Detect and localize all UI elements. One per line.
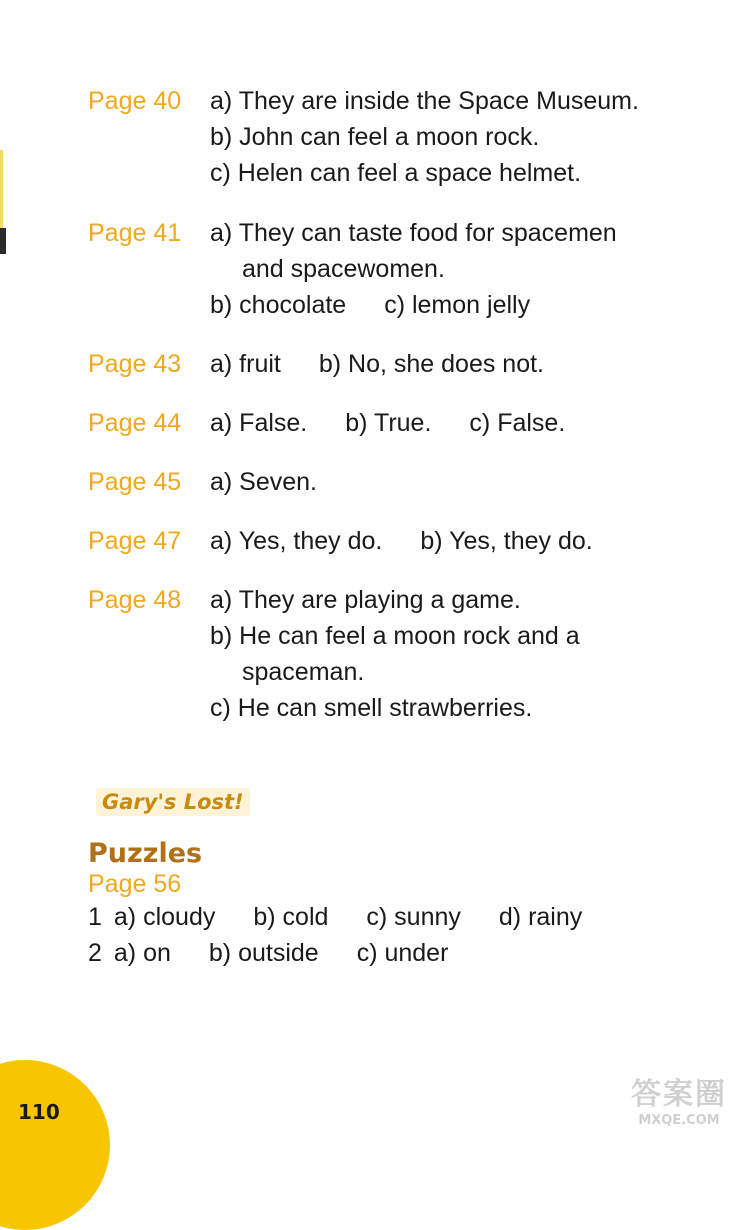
answer-lines [210,346,730,382]
left-edge-highlight [0,150,3,240]
answer-line: spaceman. [242,658,365,686]
page-number: 110 [18,1100,60,1124]
puzzle-row-1 [88,903,582,932]
page-label: Page 45 [88,468,182,496]
page-label: Page 44 [88,409,182,437]
answer-line: c) He can smell strawberries. [210,694,533,722]
answer-item: b) No, she does not. [318,350,544,378]
answer-item: c) lemon jelly [384,291,531,319]
page-label: Page 43 [88,350,182,378]
answer-lines [210,464,730,500]
page-label: Page 40 [88,87,182,115]
corner-decoration [0,1060,110,1230]
answer-lines [210,582,730,726]
answer-line: b) John can feel a moon rock. [210,123,540,151]
answer-item: a) False. [210,409,308,437]
answer-line [210,523,730,559]
answer-item: c) sunny [366,903,461,931]
watermark-site: MXQE.COM [638,1113,720,1128]
answer-line: a) Seven. [210,468,318,496]
answer-line: b) He can feel a moon rock and a [210,622,580,650]
answer-lines [210,523,730,559]
answer-line [210,346,730,382]
answer-line [210,287,730,323]
answer-item: c) False. [469,409,566,437]
answer-lines [210,215,730,323]
watermark-logo [612,1078,746,1140]
answer-line: a) They are playing a game. [210,586,521,614]
puzzle-number: 2 [88,939,102,967]
answer-item: b) Yes, they do. [420,527,593,555]
answer-item: a) cloudy [113,903,216,931]
answer-line: c) Helen can feel a space helmet. [210,159,582,187]
answer-line: a) They can taste food for spacemen [210,219,617,247]
page-label: Page 41 [88,219,182,247]
page-label: Page 47 [88,527,182,555]
puzzles-heading: Puzzles [88,838,203,869]
answer-item: a) on [113,939,171,967]
answer-line [210,405,730,441]
page-label: Page 48 [88,586,182,614]
answer-item: b) chocolate [210,291,347,319]
answer-line: a) They are inside the Space Museum. [210,87,639,115]
page-label: Page 56 [88,870,182,898]
answer-lines [210,83,730,191]
answer-lines [210,405,730,441]
answer-item: b) cold [253,903,329,931]
left-edge-mark [0,228,6,254]
puzzle-number: 1 [88,903,102,931]
answer-item: d) rainy [498,903,583,931]
section-title: Gary's Lost! [96,788,250,816]
answer-item: a) Yes, they do. [210,527,383,555]
answer-item: b) True. [345,409,432,437]
answer-item: a) fruit [210,350,281,378]
answer-line: and spacewomen. [242,255,445,283]
answer-item: b) outside [208,939,319,967]
answer-item: c) under [356,939,449,967]
watermark-text: 答案圈 [631,1077,727,1112]
puzzle-row-2 [88,939,448,968]
